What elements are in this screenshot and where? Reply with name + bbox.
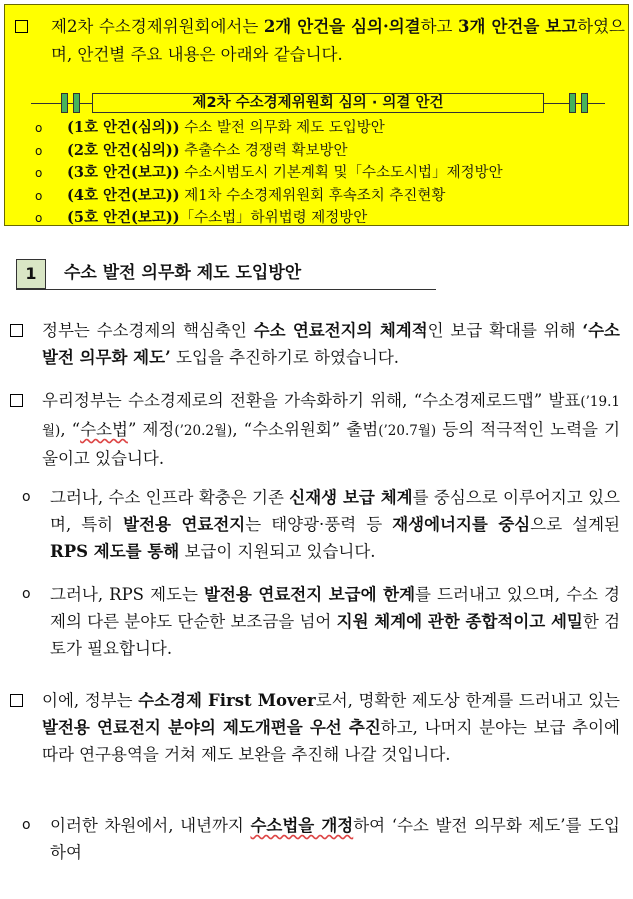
sub-point-3: o 이러한 차원에서, 내년까지 수소법을 개정하여 ‘수소 발전 의무화 제도’를 도입하여	[22, 812, 620, 866]
green-bar-icon	[73, 93, 80, 113]
square-bullet-icon	[10, 394, 23, 407]
square-bullet-icon	[10, 324, 23, 337]
summary-box	[4, 4, 629, 226]
agenda-table-header	[31, 93, 605, 114]
paragraph-3: 이에, 정부는 수소경제 First Mover로서, 명확한 제도상 한계를 드러내고 있는 발전용 연료전지 분야의 제도개편을 우선 추진하고, 나머지 분야는 보급 추이에 따라 연구용역을 거쳐 제도 보완을 추진해 나갈 것입니다.	[10, 687, 620, 768]
list-item: o (4호 안건(보고)) 제1차 수소경제위원회 후속조치 추진현황	[35, 185, 595, 208]
square-bullet-icon	[15, 20, 28, 33]
green-bar-icon	[581, 93, 588, 113]
green-bar-icon	[61, 93, 68, 113]
sub-point-1: o 그러나, 수소 인프라 확충은 기존 신재생 보급 체계를 중심으로 이루어지고 있으며, 특히 발전용 연료전지는 태양광·풍력 등 재생에너지를 중심으로 설계된 RPS 제도를 통해 보급이 지원되고 있습니다.	[22, 484, 620, 565]
list-item: o (2호 안건(심의)) 추출수소 경쟁력 확보방안	[35, 140, 595, 163]
paragraph-1: 정부는 수소경제의 핵심축인 수소 연료전지의 체계적인 보급 확대를 위해 ‘수소 발전 의무화 제도’ 도입을 추진하기로 하였습니다.	[10, 317, 620, 371]
circle-bullet-icon: o	[35, 121, 43, 135]
sub-point-2: o 그러나, RPS 제도는 발전용 연료전지 보급에 한계를 드러내고 있으며, 수소 경제의 다른 분야도 단순한 보조금을 넘어 지원 체계에 관한 종합적이고 세밀한 검토가 필요합니다.	[22, 581, 620, 662]
square-bullet-icon	[10, 694, 23, 707]
intro-paragraph: 제2차 수소경제위원회에서는 2개 안건을 심의·의결하고 3개 안건을 보고하였으며, 안건별 주요 내용은 아래와 같습니다.	[15, 13, 625, 69]
section-number: 1	[16, 259, 46, 289]
agenda-list	[35, 117, 595, 230]
circle-bullet-icon: o	[35, 211, 43, 225]
section-rule	[16, 289, 436, 290]
list-item: o (5호 안건(보고))「수소법」하위법령 제정방안	[35, 207, 595, 230]
circle-bullet-icon: o	[35, 143, 43, 158]
list-item: o (3호 안건(보고)) 수소시범도시 기본계획 및「수소도시법」제정방안	[35, 162, 595, 185]
green-bar-icon	[569, 93, 576, 113]
circle-bullet-icon: o	[22, 586, 31, 602]
paragraph-2: 우리정부는 수소경제로의 전환을 가속화하기 위해, “수소경제로드맵” 발표(’19.1월), “수소법” 제정(’20.2월), “수소위원회” 출범(’20.7월) 등의 적극적인 노력을 기울이고 있습니다.	[10, 387, 620, 472]
circle-bullet-icon: o	[35, 188, 43, 203]
section-title: 수소 발전 의무화 제도 도입방안	[64, 263, 302, 283]
list-item: o (1호 안건(심의)) 수소 발전 의무화 제도 도입방안	[35, 117, 595, 140]
circle-bullet-icon: o	[22, 817, 31, 833]
section-heading	[16, 259, 436, 291]
circle-bullet-icon: o	[22, 489, 31, 505]
agenda-title: 제2차 수소경제위원회 심의 · 의결 안건	[92, 93, 544, 113]
circle-bullet-icon: o	[35, 166, 43, 180]
